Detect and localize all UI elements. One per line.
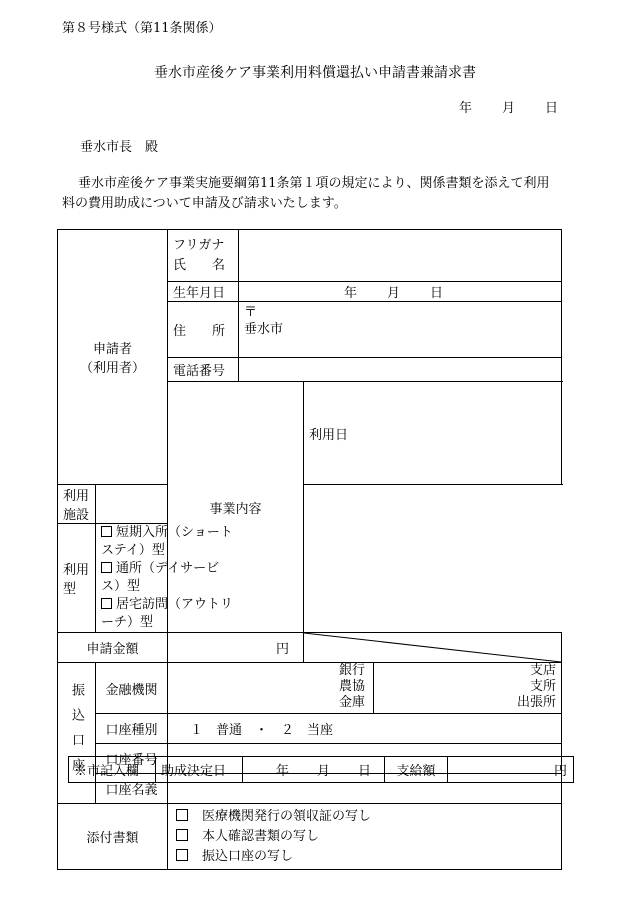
submission-date [459,97,558,116]
payment-label: 支給額 [385,757,448,783]
amount-label: 申請金額 [58,633,168,663]
account-type-field[interactable] [168,714,562,744]
decision-day: 日 [358,764,372,779]
postal-mark: 〒 [244,305,258,320]
decision-date-label: 助成決定日 [156,757,243,783]
type-option[interactable]: 通所（デイサービス）型 [101,561,220,594]
attachment-item[interactable]: 本人確認書類の写し [176,827,556,847]
name-field[interactable] [239,230,562,282]
decision-date-field[interactable] [243,757,385,783]
account-number-label: 口座番号 [96,744,168,774]
type-label: 利用型 [58,524,96,633]
payment-field[interactable] [448,757,574,783]
address-value: 垂水市 [244,322,284,337]
date-year: 年 [459,101,473,116]
type-options [96,524,239,633]
service-section-label: 事業内容 [168,382,304,633]
facility-label: 利用施設 [58,485,96,524]
branch-type: 支所 [530,679,557,694]
amount-unit: 円 [276,642,290,657]
attachments-list [168,804,562,870]
checkbox-icon[interactable] [101,562,112,573]
branch-type-column [374,663,561,713]
document-title: 垂水市産後ケア事業利用料償還払い申請書兼請求書 [154,65,476,81]
type-option[interactable]: 短期入所（ショートステイ）型 [101,525,233,558]
attachment-item[interactable]: 振込口座の写し [176,847,556,867]
address-field[interactable] [239,302,562,358]
use-date-label: 利用日 [304,382,562,485]
transfer-label: 振込口座 [69,683,84,783]
dob-year: 年 [344,286,358,301]
attachments-label: 添付書類 [58,804,168,870]
institution-label: 金融機関 [96,663,168,714]
checkbox-icon[interactable] [176,849,188,861]
address-label: 住 所 [168,302,239,358]
dob-label: 生年月日 [168,282,239,302]
diagonal-line [304,633,561,662]
city-use-table [68,756,574,783]
checkbox-icon[interactable] [176,809,188,821]
bank-type-column [168,663,374,713]
account-type-label: 口座種別 [96,714,168,744]
branch-type: 出張所 [517,695,557,710]
checkbox-icon[interactable] [176,829,188,841]
decision-year: 年 [276,764,290,779]
name-label: 氏 名 [173,257,226,273]
checkbox-icon[interactable] [101,598,112,609]
dob-month: 月 [387,286,401,301]
city-use-label: ※市記入欄 [69,757,156,783]
applicant-label: 申請者 [93,342,133,357]
form-number: 第８号様式（第11条関係） [62,21,222,36]
bank-type: 銀行 [339,663,366,678]
amount-diagonal-cell [304,633,562,663]
bank-type: 金庫 [339,695,366,710]
user-label: （利用者） [80,361,146,376]
checkbox-icon[interactable] [101,526,112,537]
furigana-name-label [168,230,239,282]
institution-field[interactable] [168,663,562,714]
date-month: 月 [502,101,516,116]
addressee: 垂水市長 殿 [80,140,159,155]
branch-type: 支店 [530,663,557,678]
body-text: 垂水市産後ケア事業実施要綱第11条第１項の規定により、関係書類を添えて利用料の費用助成について申請及び請求いたします。 [62,176,550,211]
date-day: 日 [545,101,559,116]
amount-field[interactable] [168,633,304,663]
payment-unit: 円 [553,764,567,779]
furigana-label: フリガナ [173,237,225,253]
dob-day: 日 [430,286,444,301]
phone-field[interactable] [239,358,562,382]
account-name-label: 口座名義 [96,774,168,804]
dob-field[interactable] [239,282,562,302]
phone-label: 電話番号 [168,358,239,382]
type-option[interactable]: 居宅訪問（アウトリーチ）型 [101,597,234,630]
attachment-item[interactable]: 医療機関発行の領収証の写し [176,807,556,827]
bank-type: 農協 [339,679,366,694]
account-type-options: １ 普通 ・ ２ 当座 [190,723,334,738]
decision-month: 月 [317,764,331,779]
applicant-section-label [58,230,168,485]
